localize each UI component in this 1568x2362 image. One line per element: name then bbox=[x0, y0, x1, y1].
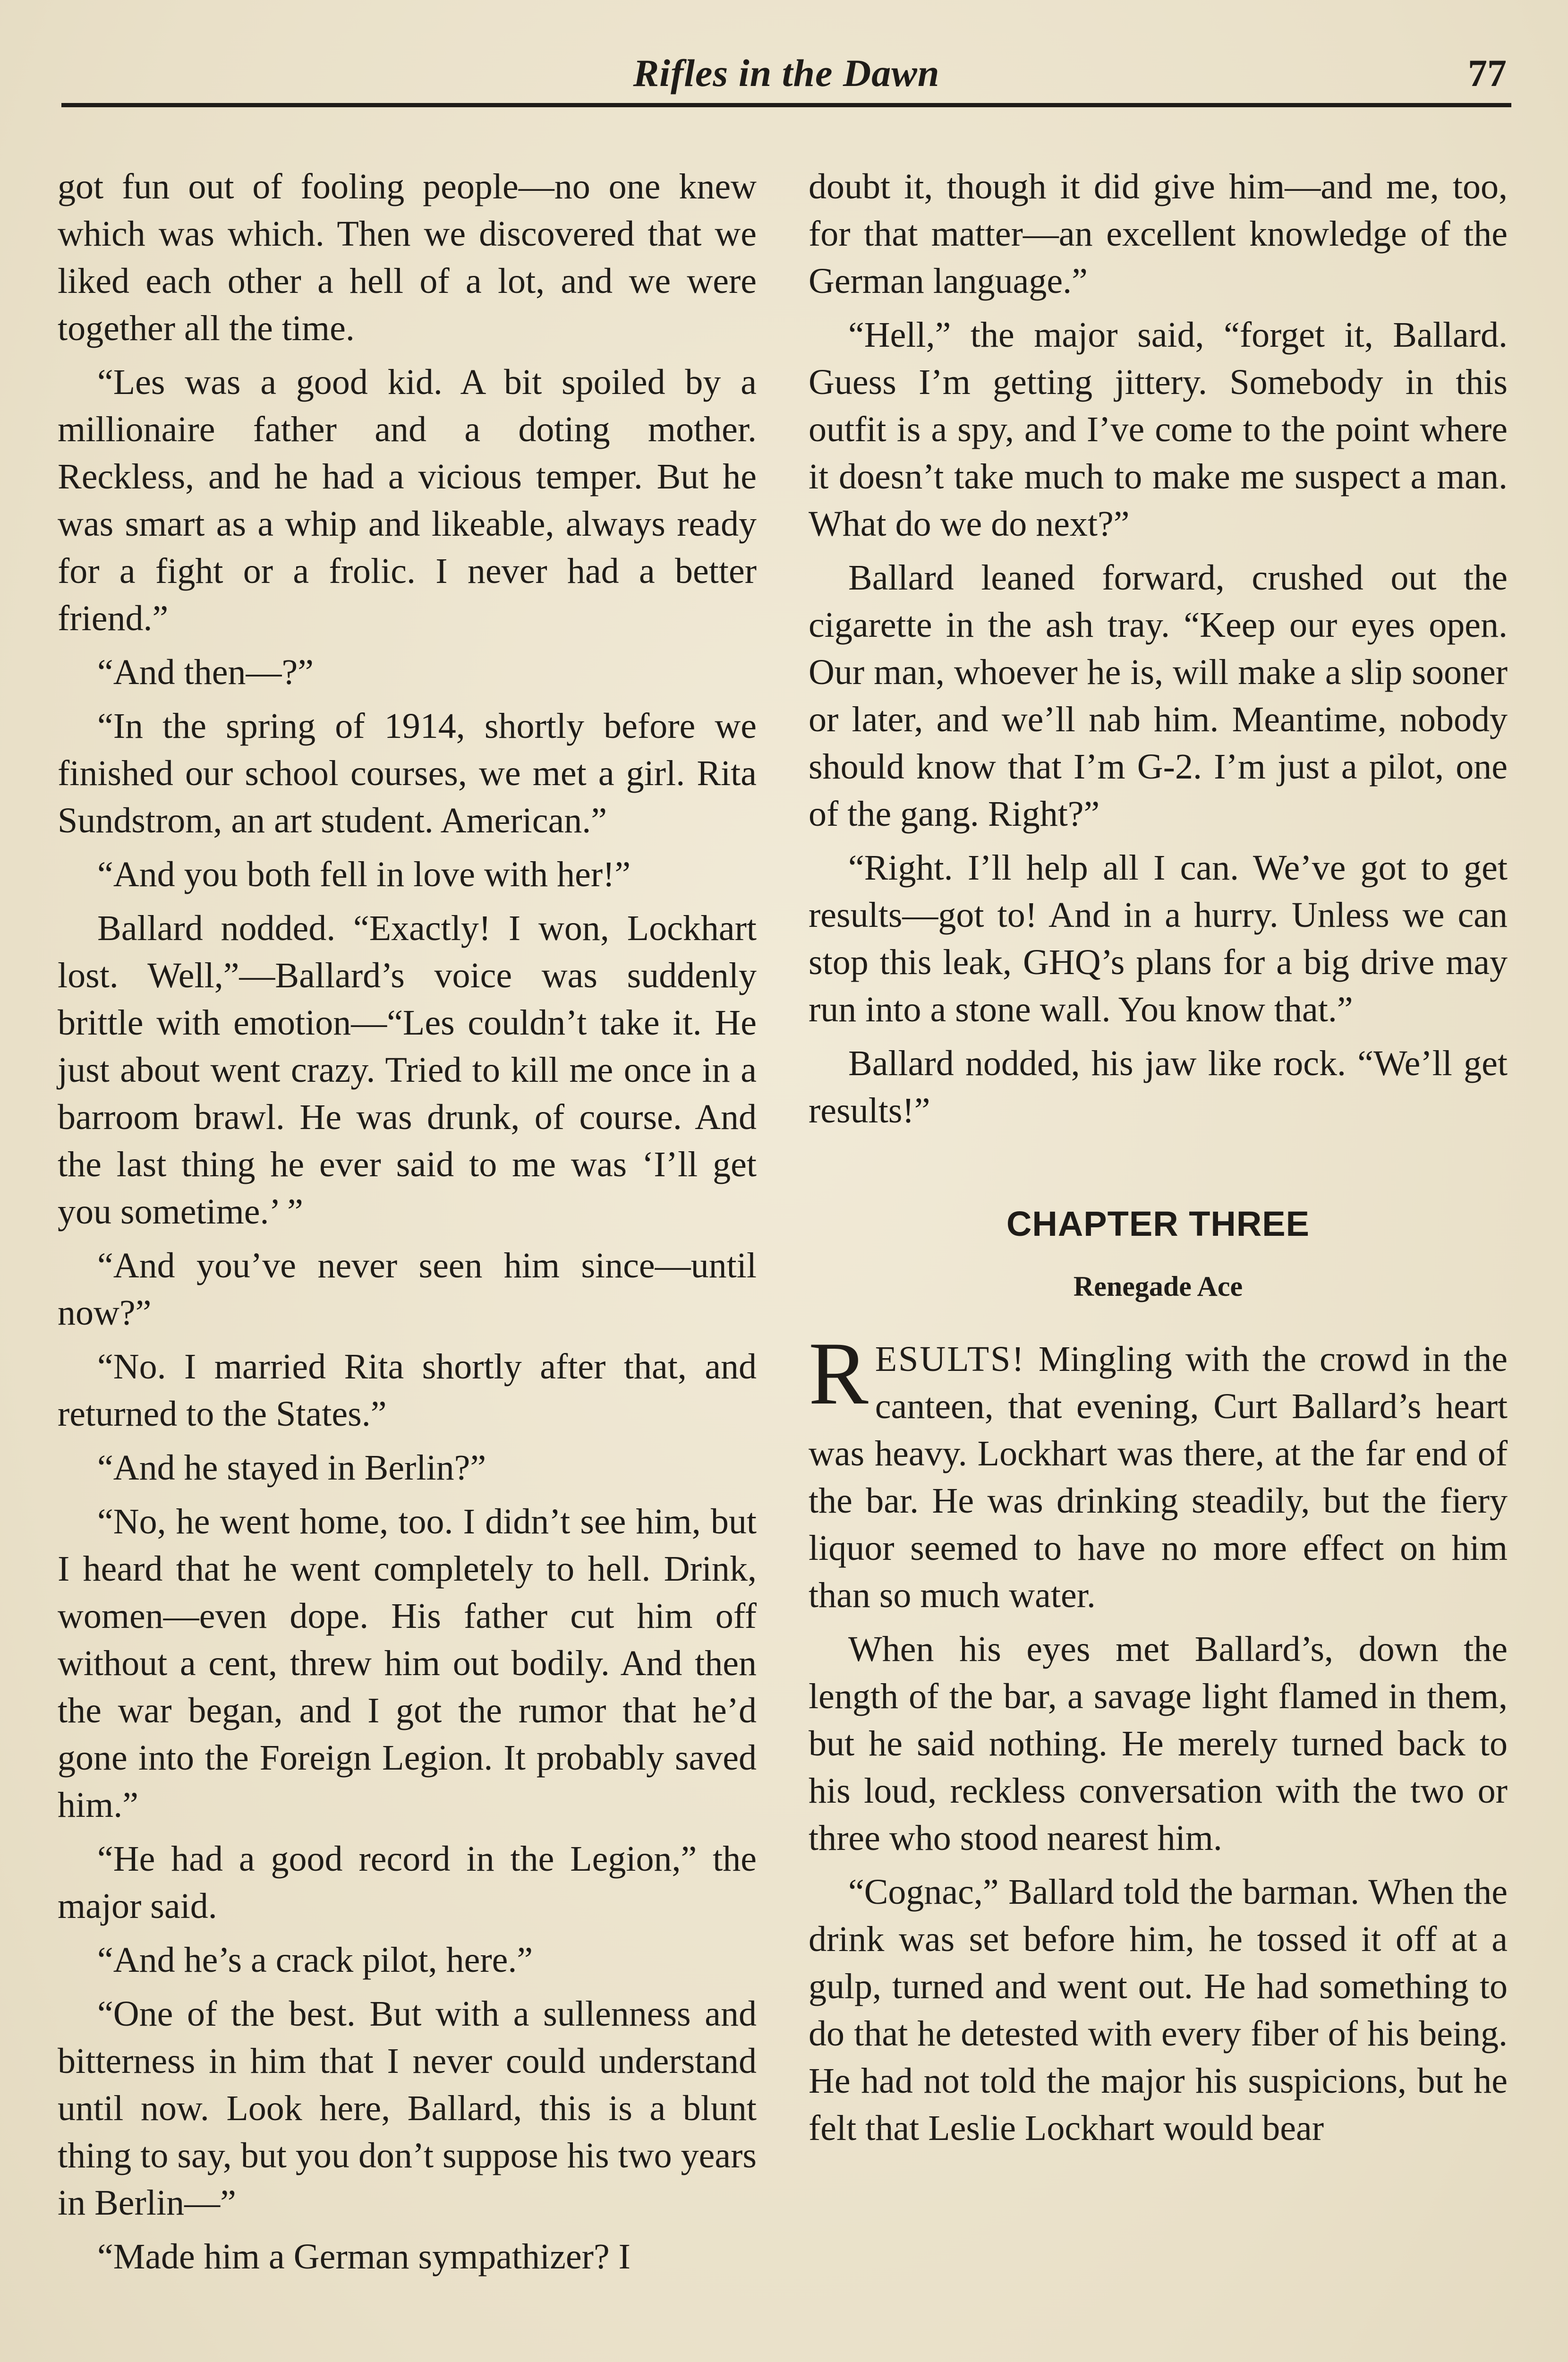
running-header bbox=[61, 47, 1511, 107]
chapter-subtitle: Renegade Ace bbox=[1073, 1271, 1243, 1302]
chapter-heading: CHAPTER THREE bbox=[1006, 1204, 1310, 1243]
paragraph: “And you both fell in love with her!” bbox=[97, 855, 631, 894]
opening-word: ESULTS! bbox=[875, 1339, 1025, 1379]
paragraph: “He had a good record in the Legion,” the major said. bbox=[58, 1839, 757, 1926]
paragraph: “Cognac,” Ballard told the barman. When the drink was set before him, he tossed it off at a gulp, turned and went out. He had something to do that he detested with every fiber of his being. He had not told the major his suspicions, but he felt that Leslie Lockhart would bear bbox=[809, 1872, 1508, 2148]
paragraph: “And he’s a crack pilot, here.” bbox=[97, 1940, 533, 1980]
paragraph: “Right. I’ll help all I can. We’ve got to get results—got to! And in a hurry. Unless we can stop this leak, GHQ’s plans for a big drive may run into a stone wall. You know that.” bbox=[809, 848, 1508, 1029]
paragraph: “Les was a good kid. A bit spoiled by a millionaire father and a doting mother. Reckless, and he had a vicious temper. But he was smart as a whip and likeable, always ready for a fight or a frolic. I never had a better friend.” bbox=[58, 362, 757, 638]
left-column bbox=[58, 163, 757, 2287]
chapter-opening-paragraph bbox=[809, 1324, 1508, 1619]
paragraph: “No, he went home, too. I didn’t see him, but I heard that he went completely to hell. Drink, women—even dope. His father cut him off without a cent, threw him out bodily. And then the war began, and I got the rumor that he’d gone into the Foreign Legion. It probably saved him.” bbox=[58, 1502, 757, 1825]
paragraph: doubt it, though it did give him—and me, too, for that matter—an excellent knowledge of the German language.” bbox=[809, 167, 1508, 301]
paragraph: “No. I married Rita shortly after that, and returned to the States.” bbox=[58, 1347, 757, 1434]
paragraph: Ballard nodded, his jaw like rock. “We’ll get results!” bbox=[809, 1044, 1508, 1130]
paragraph: “Made him a German sympathizer? I bbox=[97, 2237, 631, 2276]
page-number: 77 bbox=[1468, 51, 1507, 94]
paragraph: “One of the best. But with a sullenness and bitterness in him that I never could understand until now. Look here, Ballard, this is a blunt thing to say, but you don’t suppose his two years in Berlin—” bbox=[58, 1994, 757, 2223]
right-column bbox=[809, 163, 1508, 2158]
paragraph: “And then—?” bbox=[97, 652, 314, 692]
paragraph: “And he stayed in Berlin?” bbox=[97, 1448, 486, 1488]
paragraph: Ballard nodded. “Exactly! I won, Lockhart lost. Well,”—Ballard’s voice was suddenly brittle with emotion—“Les couldn’t take it. He just about went crazy. Tried to kill me once in a barroom brawl. He was drunk, of course. And the last thing he ever said to me was ‘I’ll get you sometime.’ ” bbox=[58, 908, 757, 1232]
paragraph: “In the spring of 1914, shortly before we finished our school courses, we met a girl. Rita Sundstrom, an art student. American.” bbox=[58, 706, 757, 840]
paragraph: “And you’ve never seen him since—until now?” bbox=[58, 1246, 757, 1333]
drop-cap: R bbox=[809, 1324, 869, 1423]
paragraph: “Hell,” the major said, “forget it, Ballard. Guess I’m getting jittery. Somebody in this outfit is a spy, and I’ve come to the point where it doesn’t take much to make me suspect a man. What do we do next?” bbox=[809, 315, 1508, 544]
story-title: Rifles in the Dawn bbox=[633, 51, 940, 94]
paragraph: When his eyes met Ballard’s, down the length of the bar, a savage light flamed in them, but he said nothing. He merely turned back to his loud, reckless conversation with the two or three who stood nearest him. bbox=[809, 1629, 1508, 1858]
opening-text: Mingling with the crowd in the canteen, that evening, Curt Ballard’s heart was heavy. Lockhart was there, at the far end of the bar. He was drinking steadily, but the fiery liquor seemed to have no more effect on him than so much water. bbox=[809, 1339, 1508, 1615]
paragraph: Ballard leaned forward, crushed out the cigarette in the ash tray. “Keep our eyes open. Our man, whoever he is, will make a slip sooner or later, and we’ll nab him. Meantime, nobody should know that I’m G-2. I’m just a pilot, one of the gang. Right?” bbox=[809, 558, 1508, 834]
paragraph: got fun out of fooling people—no one knew which was which. Then we discovered that we liked each other a hell of a lot, and we were together all the time. bbox=[58, 167, 757, 348]
